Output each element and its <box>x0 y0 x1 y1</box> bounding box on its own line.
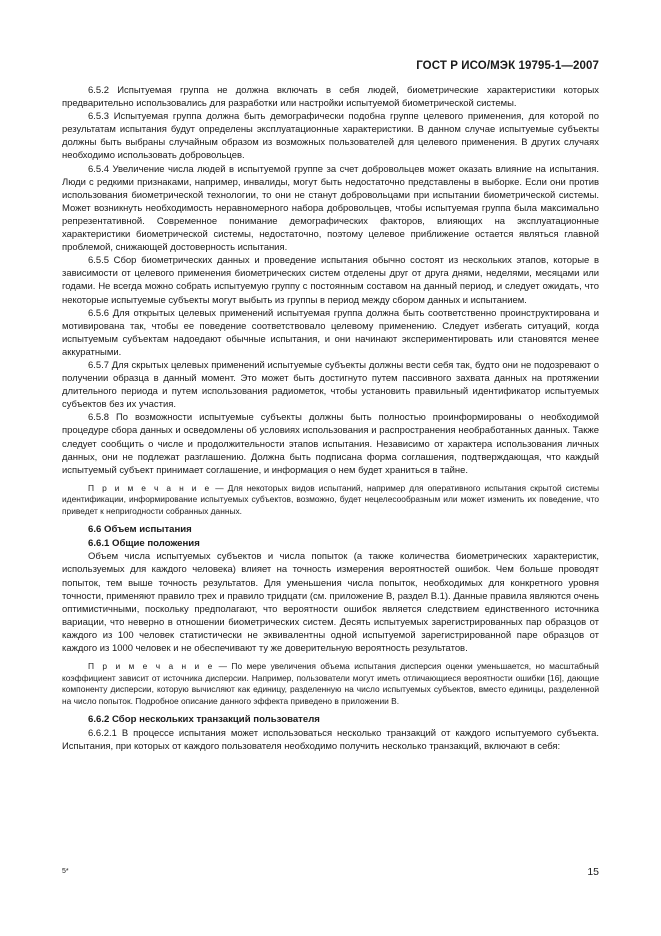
note-2 <box>62 661 599 707</box>
heading-6-6: 6.6 Объем испытания <box>88 524 192 536</box>
paragraph-6-5-8: 6.5.8 По возможности испытуемые субъекты должны быть полностью проинформированы о необходимой процедуре сбора данных и осведомлены об условиях использования и распространения необработанных данных. Также следует сообщить о числе и продолжительности этапов испытания. Независимо от характера использования личных данных, они не подлежат разглашению. Должна быть подписана форма соглашения, подтверждающая, что каждый испытуемый субъект принимает соглашение, и информация о нем будет храниться в тайне. <box>62 412 599 476</box>
paragraph-6-5-2: 6.5.2 Испытуемая группа не должна включать в себя людей, биометрические характеристики которых предварительно использовались для разработки или настройки испытуемой биометрической системы. <box>62 85 599 110</box>
paragraph-6-5-7: 6.5.7 Для скрытых целевых применений испытуемые субъекты должны вести себя так, будто они не подозревают о получении образца в данный момент. Это может быть достигнуто путем пассивного захвата данных на протяжении длительного периода и путем использования радиометок, чтобы установить правильный идентификатор испытуемых субъектов без их участия. <box>62 359 599 411</box>
document-body <box>62 84 599 753</box>
footer-signature-mark: 5* <box>62 868 69 875</box>
paragraph-6-5-5: 6.5.5 Сбор биометрических данных и проведение испытания обычно состоят из нескольких этапов, которые в зависимости от целевого применения биометрических систем отделены друг от друга днями, неделями, месяцами или годами. Не всегда можно собрать испытуемую группу с постоянным составом на данный период, и следует ожидать, что некоторые испытуемые субъекты могут выбыть из группы в период между сбором данных и испытанием. <box>62 255 599 306</box>
note-1-label: П р и м е ч а н и е <box>88 482 212 493</box>
standard-header: ГОСТ Р ИСО/МЭК 19795-1—2007 <box>416 60 599 72</box>
page-number: 15 <box>587 866 599 878</box>
paragraph-6-5-4: 6.5.4 Увеличение числа людей в испытуемой группе за счет добровольцев может оказать влияние на испытания. Люди с редкими признаками, например, инвалиды, могут быть недостаточно представлены в выборке. Если они против использования биометрической технологии, то они не станут добровольцами при испытании биометрической системы. Может возникнуть необходимость неравномерного набора добровольцев, чтобы испытуемая группа была максимально репрезентативной. Современное понимание демографических факторов, влияющих на эксплуатационные характеристики биометрической системы, недостаточно, поэтому целевое приближение остается являться главной проблемой, снижающей достоверность испытания. <box>62 163 599 254</box>
note-2-label: П р и м е ч а н и е <box>88 661 215 672</box>
note-2-text: — По мере увеличения объема испытания дисперсия оценки уменьшается, но масштабный коэффициент зависит от источника дисперсии. Например, пользователи могут иметь отличающиеся вероятности ошибки [16], дающие компоненту дисперсии, которую вычисляют как единицу, разделенную на число испытуемых субъектов, вместо единицы, разделенной на число попыток. Подробное описание данного эффекта приведено в приложении В. <box>62 661 599 706</box>
paragraph-6-6-1: Объем числа испытуемых субъектов и числа попыток (а также количества биометрических характеристик, используемых для каждого человека) влияет на точность измерения вероятностей ошибок. Чем больше проводят попыток, тем выше точность результатов. Для уменьшения числа попыток, необходимых для конкретного уровня точности, применяют правило трех и правило тридцати (см. приложение В, раздел В.1). Данные правила являются очень оптимистичными, поскольку предполагают, что вероятности ошибок является следствием единственного источника вариации, что неверно в отношении биометрических систем. Десять испытуемых зарегистрированных пар образцов от каждого из 100 человек статистически не эквивалентны одной испытуемой зарегистрированной паре образцов от каждого из 1000 человек и не обеспечивают ту же доверительную вероятность результатов. <box>62 551 599 654</box>
paragraph-6-5-3: 6.5.3 Испытуемая группа должна быть демографически подобна группе целевого применения, для которой по результатам испытания будут определены эксплуатационные характеристики. В данном случае испытуемые субъекты должны быть выбраны случайным образом из возможных пользователей для целевого применения. В других случаях необходимо использовать добровольцев. <box>62 111 599 162</box>
note-1 <box>62 483 599 518</box>
paragraph-6-5-6: 6.5.6 Для открытых целевых применений испытуемая группа должна быть соответственно проинструктирована и мотивирована так, чтобы ее поведение соответствовало целевому применению. Следует избегать ситуаций, когда испытуемым субъектам надоедают обычные испытания, и они начинают экспериментировать или становятся менее аккуратными. <box>62 307 599 358</box>
note-1-text: — Для некоторых видов испытаний, например для оперативного испытания скрытой системы идентификации, информирование испытуемых субъектов, возможно, будет нецелесообразным или может изменить их поведение, что приведет к непригодности собранных данных. <box>62 482 599 516</box>
paragraph-6-6-2-1: 6.6.2.1 В процессе испытания может использоваться несколько транзакций от каждого испытуемого субъекта. Испытания, при которых от каждого пользователя необходимо получить несколько транзакций, включают в себя: <box>62 727 599 752</box>
heading-6-6-1: 6.6.1 Общие положения <box>88 537 200 549</box>
heading-6-6-2: 6.6.2 Сбор нескольких транзакций пользователя <box>88 714 320 726</box>
